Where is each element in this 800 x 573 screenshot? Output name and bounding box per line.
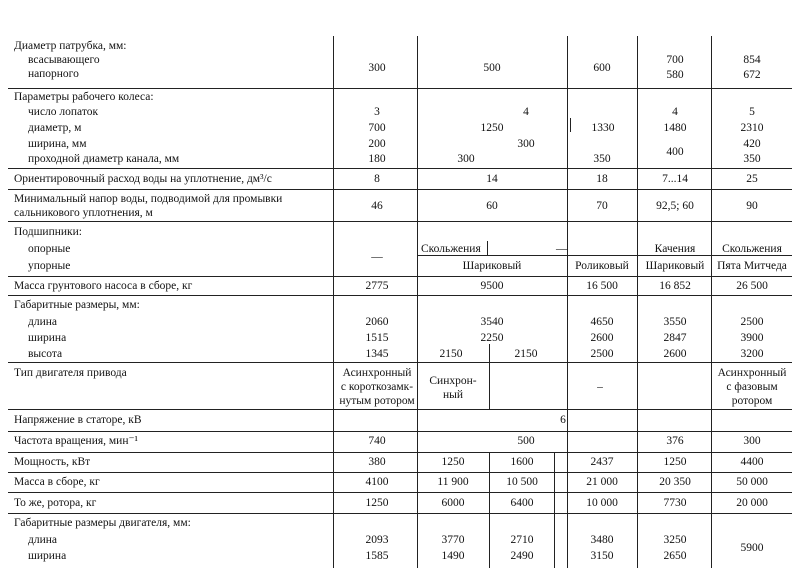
cell-value: 4100 [365,476,389,488]
cell-value: 26 500 [736,280,768,292]
cell-value: 7...14 [662,173,688,185]
cell-value: 1515 [365,332,389,344]
cell-value: Качения [654,243,696,255]
cell-value: 854 [743,54,761,66]
cell-value: 300 [457,153,475,165]
cell-value: – [597,381,603,393]
cell-value: 14 [486,173,498,185]
cell-value: 350 [593,153,611,165]
cell-value: 70 [596,200,608,212]
cell-value: — [371,251,383,263]
row-label: Габаритные размеры, мм: [14,299,140,311]
cell-value: 400 [666,146,684,158]
cell-value: с фазовым [726,381,778,393]
cell-value: 46 [371,200,383,212]
cell-value: Асинхронный [342,367,412,379]
cell-value: 300 [517,138,535,150]
cell-value: Шариковый [645,260,705,272]
row-divider [8,276,792,277]
cell-value: 7730 [663,497,687,509]
column-divider [711,36,712,568]
cell-value: 672 [743,69,761,81]
column-divider [567,36,568,568]
cell-value: 300 [368,62,386,74]
cell-value: 3 [374,106,380,118]
cell-value: 2437 [590,456,614,468]
cell-value: 700 [368,122,386,134]
cell-value: 5 [749,106,755,118]
row-sublabel: опорные [28,243,71,255]
cell-value: 2500 [740,316,764,328]
row-label: Напряжение в статоре, кВ [14,414,142,426]
cell-value: 300 [743,435,761,447]
column-divider [637,36,638,568]
cell-value: 2490 [510,550,534,562]
row-divider [8,295,792,296]
cell-value: 9500 [480,280,504,292]
row-divider [8,431,792,432]
cell-value: 2150 [439,348,463,360]
cell-value: Роликовый [575,260,629,272]
cell-value: 11 900 [437,476,469,488]
cell-value: 2500 [590,348,614,360]
cell-value: с короткозамк- [340,381,414,393]
cell-value: 350 [743,153,761,165]
row-label: Минимальный напор воды, подводимой для промывки [14,193,283,205]
row-sublabel: ширина [28,332,67,344]
cell-value: ротором [731,395,773,407]
row-divider [8,88,792,89]
cell-value: 1330 [591,122,615,134]
cell-value: 4 [523,106,529,118]
row-divider [8,492,792,493]
row-sublabel: высота [28,348,63,360]
cell-divider [487,241,488,255]
cell-value: 580 [666,69,684,81]
cell-value: 4650 [590,316,614,328]
cell-value: 3900 [740,332,764,344]
cell-value: 50 000 [736,476,768,488]
cell-value: 2775 [365,280,389,292]
cell-divider [554,452,555,568]
cell-divider [489,344,490,362]
cell-value: — [556,243,568,255]
row-label: Габаритные размеры двигателя, мм: [14,517,191,529]
cell-value: 500 [517,435,535,447]
row-divider [8,168,792,169]
cell-value: 3550 [663,316,687,328]
row-label: Масса в сборе, кг [14,476,100,488]
cell-value: 18 [596,173,608,185]
cell-value: 2600 [663,348,687,360]
row-sublabel: ширина, мм [28,138,87,150]
cell-value: 16 852 [659,280,691,292]
cell-value: 6400 [510,497,534,509]
cell-value: 60 [486,200,498,212]
cell-value: 1250 [365,497,389,509]
cell-value: 16 500 [586,280,618,292]
row-sublabel: всасывающего [28,54,100,66]
row-sublabel: длина [28,534,58,546]
cell-value: 3250 [663,534,687,546]
cell-value: 1250 [441,456,465,468]
row-label: Масса грунтового насоса в сборе, кг [14,280,193,292]
cell-value: 4 [672,106,678,118]
cell-value: Скольжения [421,243,481,255]
cell-value: нутым ротором [339,395,415,407]
cell-value: 380 [368,456,386,468]
row-label: Параметры рабочего колеса: [14,91,154,103]
cell-value: 180 [368,153,386,165]
row-sublabel: длина [28,316,58,328]
cell-value: 1480 [663,122,687,134]
cell-value: Синхрон- [429,375,477,387]
row-sublabel: напорного [28,68,79,80]
cell-value: 90 [746,200,758,212]
cell-value: 25 [746,173,758,185]
cell-value: 376 [666,435,684,447]
cell-value: 20 350 [659,476,691,488]
cell-value: 2600 [590,332,614,344]
cell-value: 8 [374,173,380,185]
row-divider [8,189,792,190]
row-divider [8,221,792,222]
cell-value: 2310 [740,122,764,134]
cell-value: 2250 [480,332,504,344]
row-label: Ориентировочный расход воды на уплотнение, дм³/с [14,173,272,185]
cell-value: 5900 [740,542,764,554]
cell-value: 1250 [663,456,687,468]
cell-value: 10 000 [586,497,618,509]
cell-value: 1600 [510,456,534,468]
cell-value: 1585 [365,550,389,562]
cell-value: 1250 [480,122,504,134]
row-label: сальникового уплотнения, м [14,207,153,219]
cell-value: Асинхронный [717,367,787,379]
row-divider [8,452,792,453]
row-divider [8,513,792,514]
cell-value: 2060 [365,316,389,328]
cell-value: 3150 [590,550,614,562]
cell-value: 3770 [441,534,465,546]
cell-divider [489,362,490,409]
cell-value: 500 [483,62,501,74]
row-label: Диаметр патрубка, мм: [14,40,127,52]
cell-value: 20 000 [736,497,768,509]
row-divider [8,472,792,473]
cell-value: Пята Митчеда [717,260,787,272]
row-label: То же, ротора, кг [14,497,97,509]
cell-value: 6000 [441,497,465,509]
row-label: Частота вращения, мин⁻¹ [14,435,138,447]
cell-divider [570,118,571,132]
row-sublabel: диаметр, м [28,122,82,134]
row-sublabel: упорные [28,260,71,272]
cell-value: 420 [743,138,761,150]
row-sublabel: число лопаток [28,106,99,118]
cell-value: 3540 [480,316,504,328]
cell-divider [489,452,490,568]
cell-value: 92,5; 60 [656,200,694,212]
column-divider [333,36,334,568]
cell-value: 2847 [663,332,687,344]
row-label: Подшипники: [14,226,82,238]
cell-value: 3200 [740,348,764,360]
cell-value: 740 [368,435,386,447]
cell-value: 3480 [590,534,614,546]
cell-value: 2710 [510,534,534,546]
cell-value: 2650 [663,550,687,562]
cell-value: 600 [593,62,611,74]
row-divider [8,362,792,363]
row-divider [8,409,792,410]
cell-value: 1490 [441,550,465,562]
cell-value: 4400 [740,456,764,468]
cell-value: 2093 [365,534,389,546]
cell-value: 200 [368,138,386,150]
column-divider [417,36,418,568]
row-sublabel: проходной диаметр канала, мм [28,153,180,165]
cell-value: 700 [666,54,684,66]
cell-value: 2150 [514,348,538,360]
row-sublabel: ширина [28,550,67,562]
cell-value: 21 000 [586,476,618,488]
cell-value: ный [442,389,464,401]
row-label: Мощность, кВт [14,456,91,468]
row-label: Тип двигателя привода [14,367,127,379]
cell-value: 10 500 [506,476,538,488]
cell-value: Шариковый [462,260,522,272]
cell-value: Скольжения [722,243,782,255]
cell-value: 6 [560,414,566,426]
cell-value: 1345 [365,348,389,360]
